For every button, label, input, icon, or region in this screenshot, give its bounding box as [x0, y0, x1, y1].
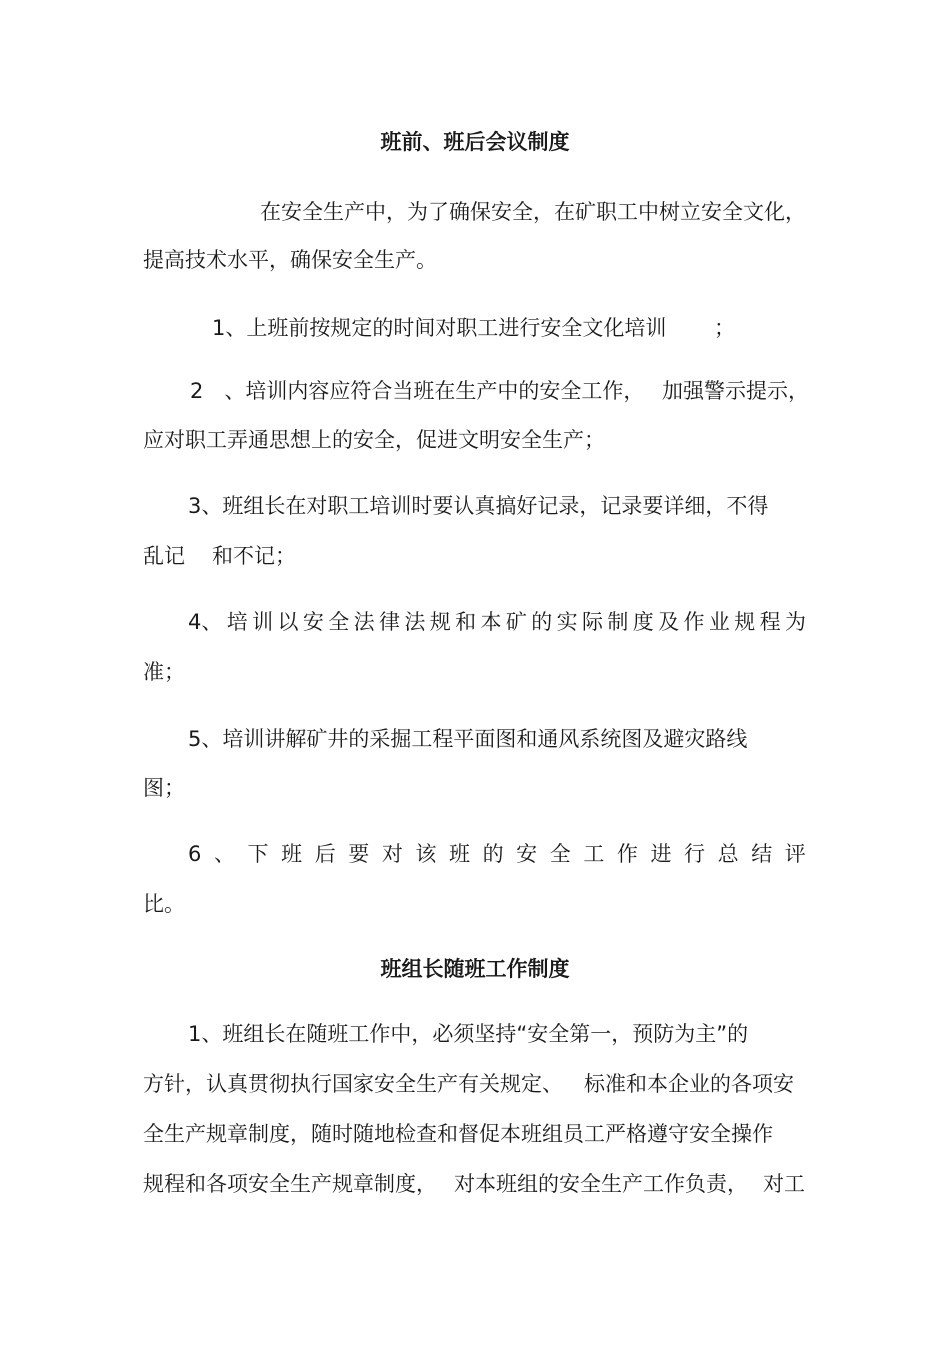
item-3-line-2b: 和不记； — [212, 544, 296, 568]
item-4-glyph: 法 — [404, 610, 426, 634]
item-6-glyph: 行 — [684, 842, 706, 866]
item-4-glyph: 度 — [632, 610, 654, 634]
item-6-glyph: 作 — [616, 842, 638, 866]
item-2-line-2: 应对职工弄通思想上的安全，促进文明安全生产； — [143, 428, 605, 452]
item-1-text: 1、上班前按规定的时间对职工进行安全文化培训 — [212, 316, 667, 340]
item-6-glyph: 该 — [415, 842, 437, 866]
item-4-glyph: 训 — [252, 610, 274, 634]
section-title-team-leader: 班组长随班工作制度 — [380, 957, 570, 981]
item-1-end: ； — [714, 316, 735, 340]
item-6-glyph: 全 — [549, 842, 571, 866]
item-6-glyph: 要 — [348, 842, 370, 866]
item-6-glyph: 的 — [482, 842, 504, 866]
item-3-line-2a: 乱记 — [143, 544, 185, 568]
item-6-glyph: 后 — [314, 842, 336, 866]
item-6-line-1 — [188, 840, 806, 868]
section-title-meeting: 班前、班后会议制度 — [380, 130, 570, 154]
item-2-part-b: 加强警示提示， — [662, 379, 809, 403]
item-4-glyph: 4、 — [188, 610, 223, 634]
item-4-glyph: 为 — [785, 610, 806, 634]
item-4-glyph: 及 — [658, 610, 680, 634]
s2-line-3: 全生产规章制度，随时随地检查和督促本班组员工严格遵守安全操作 — [143, 1122, 773, 1146]
item-4-glyph: 本 — [480, 610, 502, 634]
item-6-glyph: 对 — [381, 842, 403, 866]
item-4-glyph: 制 — [607, 610, 629, 634]
item-4-glyph: 法 — [353, 610, 375, 634]
item-6-glyph: 班 — [449, 842, 470, 866]
item-3-line-1: 3、班组长在对职工培训时要认真搞好记录，记录要详细，不得 — [188, 494, 769, 518]
item-5-line-1: 5、培训讲解矿井的采掘工程平面图和通风系统图及避灾路线 — [188, 727, 748, 751]
s2-line-4c: 对工 — [763, 1172, 805, 1196]
item-6-glyph: 班 — [281, 842, 303, 866]
intro-line-2: 提高技术水平，确保安全生产。 — [143, 248, 437, 272]
s2-line-4a: 规程和各项安全生产规章制度， — [143, 1172, 437, 1196]
item-6-glyph: 下 — [247, 842, 269, 866]
s2-line-2a: 方针，认真贯彻执行国家安全生产有关规定、 — [143, 1072, 563, 1096]
s2-line-4b: 对本班组的安全生产工作负责， — [454, 1172, 748, 1196]
item-4-glyph: 的 — [531, 610, 553, 634]
item-6-glyph: 总 — [717, 842, 739, 866]
item-6-glyph: 、 — [213, 842, 235, 866]
item-6-glyph: 安 — [516, 842, 538, 866]
item-4-glyph: 安 — [302, 610, 324, 634]
item-6-line-2: 比。 — [143, 892, 185, 916]
item-4-glyph: 业 — [708, 610, 730, 634]
item-6-glyph: 进 — [650, 842, 672, 866]
item-4-glyph: 全 — [328, 610, 350, 634]
item-4-glyph: 规 — [734, 610, 756, 634]
item-4-glyph: 和 — [455, 610, 477, 634]
item-4-glyph: 规 — [429, 610, 451, 634]
item-4-line-2: 准； — [143, 660, 185, 684]
item-5-line-2: 图； — [143, 776, 185, 800]
item-4-glyph: 际 — [582, 610, 603, 634]
item-6-glyph: 工 — [583, 842, 605, 866]
item-4-glyph: 以 — [277, 610, 299, 634]
s2-line-2b: 标准和本企业的各项安 — [584, 1072, 794, 1096]
item-4-glyph: 矿 — [505, 610, 527, 634]
item-2-part-a: 2 、培训内容应符合当班在生产中的安全工作， — [190, 379, 645, 403]
item-4-glyph: 实 — [556, 610, 578, 634]
item-6-glyph: 结 — [751, 842, 773, 866]
intro-line-1: 在安全生产中，为了确保安全，在矿职工中树立安全文化， — [260, 200, 806, 224]
s2-line-1: 1、班组长在随班工作中，必须坚持“安全第一，预防为主”的 — [188, 1022, 749, 1046]
item-4-glyph: 作 — [683, 610, 705, 634]
item-4-glyph: 程 — [759, 610, 781, 634]
item-4-line-1 — [188, 608, 806, 636]
item-6-glyph: 6 — [188, 842, 202, 866]
item-4-glyph: 律 — [379, 610, 400, 634]
item-6-glyph: 评 — [784, 842, 806, 866]
item-4-glyph: 培 — [226, 610, 248, 634]
